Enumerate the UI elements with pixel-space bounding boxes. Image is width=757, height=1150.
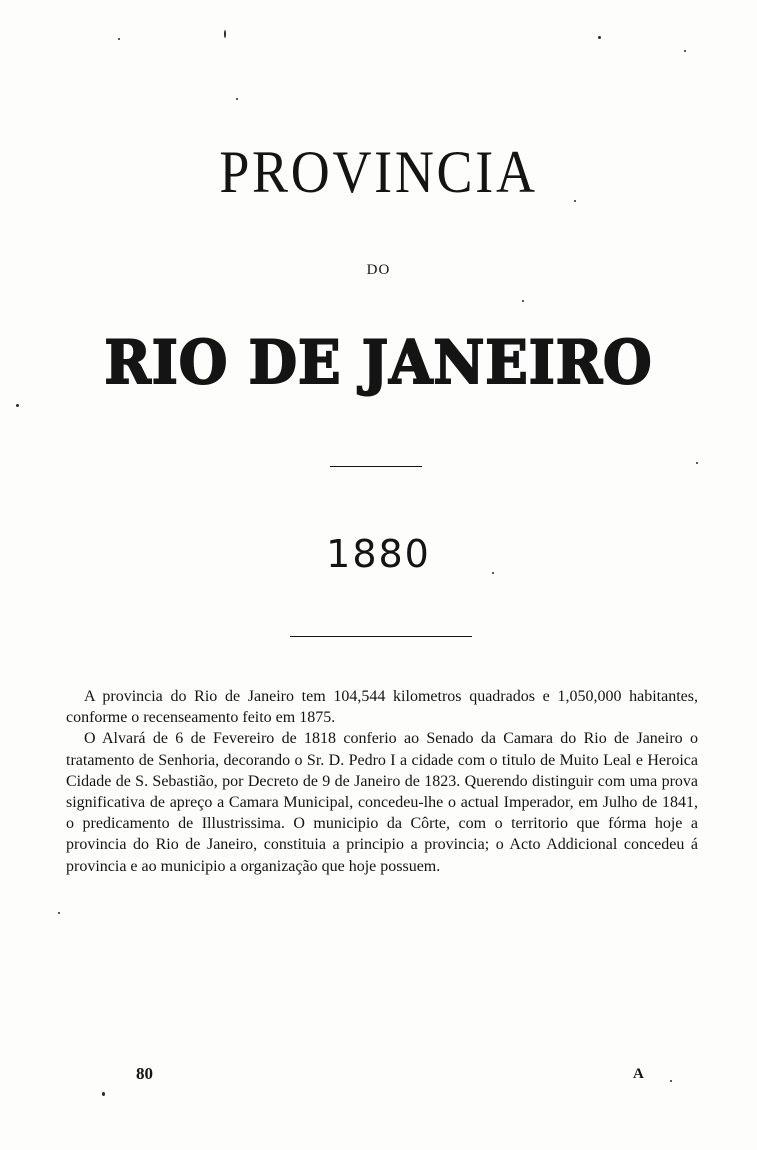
print-speck xyxy=(684,50,686,52)
print-speck xyxy=(598,36,601,39)
page-number: 80 xyxy=(136,1064,153,1083)
print-speck xyxy=(670,1080,672,1082)
print-speck xyxy=(236,98,238,100)
print-speck xyxy=(696,462,698,464)
divider-rule-bottom xyxy=(290,636,472,637)
print-speck xyxy=(16,404,19,407)
print-speck xyxy=(118,38,120,40)
paragraph-area-population: A provincia do Rio de Janeiro tem 104,544 kilometros quadrados e 1,050,000 habitantes, conforme o recenseamento feito em 1875. xyxy=(66,688,698,727)
title-do: DO xyxy=(366,262,391,278)
body-text xyxy=(66,686,698,877)
print-speck xyxy=(58,912,60,914)
divider-rule-top xyxy=(330,466,422,467)
title-rio-de-janeiro: RIO DE JANEIRO xyxy=(104,328,653,398)
publication-year: 1880 xyxy=(326,532,431,576)
signature-mark: A xyxy=(633,1066,644,1082)
paragraph-history: O Alvará de 6 de Fevereiro de 1818 conferio ao Senado da Camara do Rio de Janeiro o tratamento de Senhoria, decorando o Sr. D. Pedro I a cidade com o titulo de Muito Leal e Heroica Cidade de S. Sebastião, por Decreto de 9 de Janeiro de 1823. Querendo distinguir com uma prova significativa de apreço a Camara Municipal, concedeu-lhe o actual Imperador, em Julho de 1841, o predicamento de Illustrissima. O municipio da Côrte, com o territorio que fórma hoje a provincia do Rio de Janeiro, constituia a principio a provincia; o Acto Addicional concedeu á provincia e ao municipio a organização que hoje possuem. xyxy=(66,730,698,875)
print-speck xyxy=(574,200,576,202)
print-speck xyxy=(492,572,494,574)
title-provincia: PROVINCIA xyxy=(219,139,538,205)
print-speck xyxy=(224,30,226,38)
print-speck xyxy=(522,300,524,302)
print-speck xyxy=(102,1092,105,1096)
